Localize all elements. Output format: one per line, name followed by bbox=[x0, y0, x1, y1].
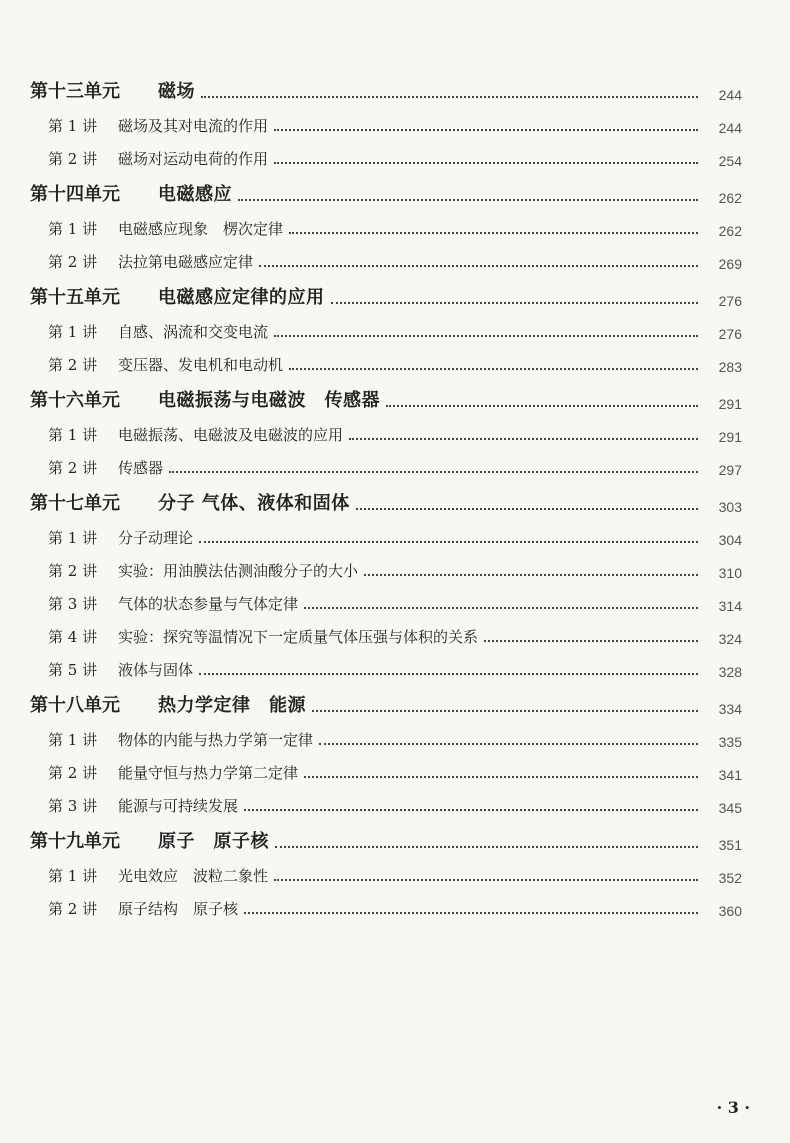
toc-lecture-row[interactable] bbox=[30, 618, 742, 651]
lecture-title: 实验：用油膜法估测油酸分子的大小 bbox=[118, 562, 359, 580]
lecture-number: 第 2 讲 bbox=[48, 356, 98, 374]
toc-lecture-row[interactable] bbox=[30, 210, 742, 243]
lecture-title: 能量守恒与热力学第二定律 bbox=[118, 764, 299, 782]
unit-number: 第十八单元 bbox=[30, 695, 120, 716]
page-number: 244 bbox=[718, 87, 742, 103]
dot-leader bbox=[274, 129, 698, 131]
lecture-number: 第 1 讲 bbox=[48, 529, 98, 547]
dot-leader bbox=[289, 232, 698, 234]
toc-lecture-row[interactable] bbox=[30, 243, 742, 276]
toc-unit-row[interactable] bbox=[30, 70, 742, 107]
page-number: 360 bbox=[718, 903, 742, 919]
dot-leader bbox=[238, 199, 698, 201]
dot-leader bbox=[201, 96, 698, 98]
dot-leader bbox=[289, 368, 698, 370]
page-number: 324 bbox=[718, 631, 742, 647]
toc-lecture-row[interactable] bbox=[30, 585, 742, 618]
toc-lecture-row[interactable] bbox=[30, 552, 742, 585]
dot-leader bbox=[169, 471, 698, 473]
page-number: 254 bbox=[718, 153, 742, 169]
page-number: 276 bbox=[718, 326, 742, 342]
dot-leader bbox=[364, 574, 698, 576]
lecture-title: 能源与可持续发展 bbox=[118, 797, 239, 815]
lecture-title: 物体的内能与热力学第一定律 bbox=[118, 731, 314, 749]
lecture-number: 第 1 讲 bbox=[48, 867, 98, 885]
toc-unit-row[interactable] bbox=[30, 276, 742, 313]
toc-lecture-row[interactable] bbox=[30, 890, 742, 923]
lecture-title: 自感、涡流和交变电流 bbox=[118, 323, 269, 341]
lecture-number: 第 1 讲 bbox=[48, 220, 98, 238]
page-number: 291 bbox=[718, 429, 742, 445]
lecture-number: 第 1 讲 bbox=[48, 426, 98, 444]
dot-leader bbox=[274, 162, 698, 164]
unit-number: 第十七单元 bbox=[30, 493, 120, 514]
page-number: 262 bbox=[718, 190, 742, 206]
lecture-number: 第 2 讲 bbox=[48, 459, 98, 477]
dot-leader bbox=[312, 710, 698, 712]
lecture-title: 液体与固体 bbox=[118, 661, 194, 679]
page-number: 345 bbox=[718, 800, 742, 816]
page-number: 310 bbox=[718, 565, 742, 581]
dot-leader bbox=[304, 776, 698, 778]
table-of-contents bbox=[30, 70, 742, 923]
page-number: 303 bbox=[718, 499, 742, 515]
toc-lecture-row[interactable] bbox=[30, 721, 742, 754]
lecture-number: 第 2 讲 bbox=[48, 764, 98, 782]
page-number: 262 bbox=[718, 223, 742, 239]
lecture-number: 第 2 讲 bbox=[48, 150, 98, 168]
lecture-title: 原子结构 原子核 bbox=[118, 900, 239, 918]
page-number: 314 bbox=[718, 598, 742, 614]
dot-leader bbox=[275, 846, 698, 848]
page-number: 276 bbox=[718, 293, 742, 309]
lecture-title: 气体的状态参量与气体定律 bbox=[118, 595, 299, 613]
page-number: 297 bbox=[718, 462, 742, 478]
lecture-title: 磁场对运动电荷的作用 bbox=[118, 150, 269, 168]
page-number: 291 bbox=[718, 396, 742, 412]
lecture-title: 传感器 bbox=[118, 459, 164, 477]
page-folio: · 3 · bbox=[716, 1098, 750, 1117]
toc-lecture-row[interactable] bbox=[30, 449, 742, 482]
unit-number: 第十六单元 bbox=[30, 390, 120, 411]
lecture-number: 第 2 讲 bbox=[48, 253, 98, 271]
toc-unit-row[interactable] bbox=[30, 684, 742, 721]
toc-unit-row[interactable] bbox=[30, 820, 742, 857]
toc-lecture-row[interactable] bbox=[30, 857, 742, 890]
toc-unit-row[interactable] bbox=[30, 379, 742, 416]
toc-lecture-row[interactable] bbox=[30, 346, 742, 379]
lecture-number: 第 5 讲 bbox=[48, 661, 98, 679]
toc-lecture-row[interactable] bbox=[30, 754, 742, 787]
dot-leader bbox=[274, 335, 698, 337]
unit-title: 电磁感应 bbox=[158, 184, 232, 205]
lecture-number: 第 3 讲 bbox=[48, 595, 98, 613]
lecture-title: 变压器、发电机和电动机 bbox=[118, 356, 284, 374]
lecture-title: 磁场及其对电流的作用 bbox=[118, 117, 269, 135]
toc-lecture-row[interactable] bbox=[30, 519, 742, 552]
page-number: 334 bbox=[718, 701, 742, 717]
toc-lecture-row[interactable] bbox=[30, 651, 742, 684]
lecture-number: 第 1 讲 bbox=[48, 731, 98, 749]
page-number: 335 bbox=[718, 734, 742, 750]
lecture-title: 光电效应 波粒二象性 bbox=[118, 867, 269, 885]
dot-leader bbox=[274, 879, 698, 881]
dot-leader bbox=[356, 508, 698, 510]
page-number: 352 bbox=[718, 870, 742, 886]
unit-number: 第十九单元 bbox=[30, 831, 120, 852]
dot-leader bbox=[199, 541, 698, 543]
lecture-number: 第 2 讲 bbox=[48, 562, 98, 580]
dot-leader bbox=[484, 640, 698, 642]
unit-title: 热力学定律 能源 bbox=[158, 695, 306, 716]
lecture-title: 电磁感应现象 楞次定律 bbox=[118, 220, 284, 238]
lecture-number: 第 2 讲 bbox=[48, 900, 98, 918]
lecture-title: 实验：探究等温情况下一定质量气体压强与体积的关系 bbox=[118, 628, 479, 646]
page-number: 269 bbox=[718, 256, 742, 272]
toc-lecture-row[interactable] bbox=[30, 313, 742, 346]
lecture-title: 电磁振荡、电磁波及电磁波的应用 bbox=[118, 426, 344, 444]
lecture-title: 分子动理论 bbox=[118, 529, 194, 547]
dot-leader bbox=[244, 912, 698, 914]
dot-leader bbox=[199, 673, 698, 675]
toc-unit-row[interactable] bbox=[30, 173, 742, 210]
lecture-number: 第 1 讲 bbox=[48, 117, 98, 135]
lecture-number: 第 3 讲 bbox=[48, 797, 98, 815]
toc-lecture-row[interactable] bbox=[30, 107, 742, 140]
unit-number: 第十五单元 bbox=[30, 287, 120, 308]
dot-leader bbox=[331, 302, 699, 304]
page-number: 351 bbox=[718, 837, 742, 853]
dot-leader bbox=[319, 743, 698, 745]
unit-title: 原子 原子核 bbox=[158, 831, 269, 852]
dot-leader bbox=[386, 405, 698, 407]
lecture-number: 第 4 讲 bbox=[48, 628, 98, 646]
lecture-title: 法拉第电磁感应定律 bbox=[118, 253, 254, 271]
unit-title: 磁场 bbox=[158, 81, 195, 102]
dot-leader bbox=[259, 265, 698, 267]
dot-leader bbox=[304, 607, 698, 609]
unit-title: 电磁感应定律的应用 bbox=[158, 287, 325, 308]
dot-leader bbox=[244, 809, 698, 811]
toc-lecture-row[interactable] bbox=[30, 787, 742, 820]
page-number: 244 bbox=[718, 120, 742, 136]
page-number: 283 bbox=[718, 359, 742, 375]
page-number: 341 bbox=[718, 767, 742, 783]
unit-number: 第十三单元 bbox=[30, 81, 120, 102]
toc-lecture-row[interactable] bbox=[30, 140, 742, 173]
unit-title: 分子 气体、液体和固体 bbox=[158, 493, 350, 514]
toc-lecture-row[interactable] bbox=[30, 416, 742, 449]
dot-leader bbox=[349, 438, 698, 440]
unit-number: 第十四单元 bbox=[30, 184, 120, 205]
lecture-number: 第 1 讲 bbox=[48, 323, 98, 341]
page-number: 328 bbox=[718, 664, 742, 680]
page-number: 304 bbox=[718, 532, 742, 548]
toc-unit-row[interactable] bbox=[30, 482, 742, 519]
unit-title: 电磁振荡与电磁波 传感器 bbox=[158, 390, 380, 411]
